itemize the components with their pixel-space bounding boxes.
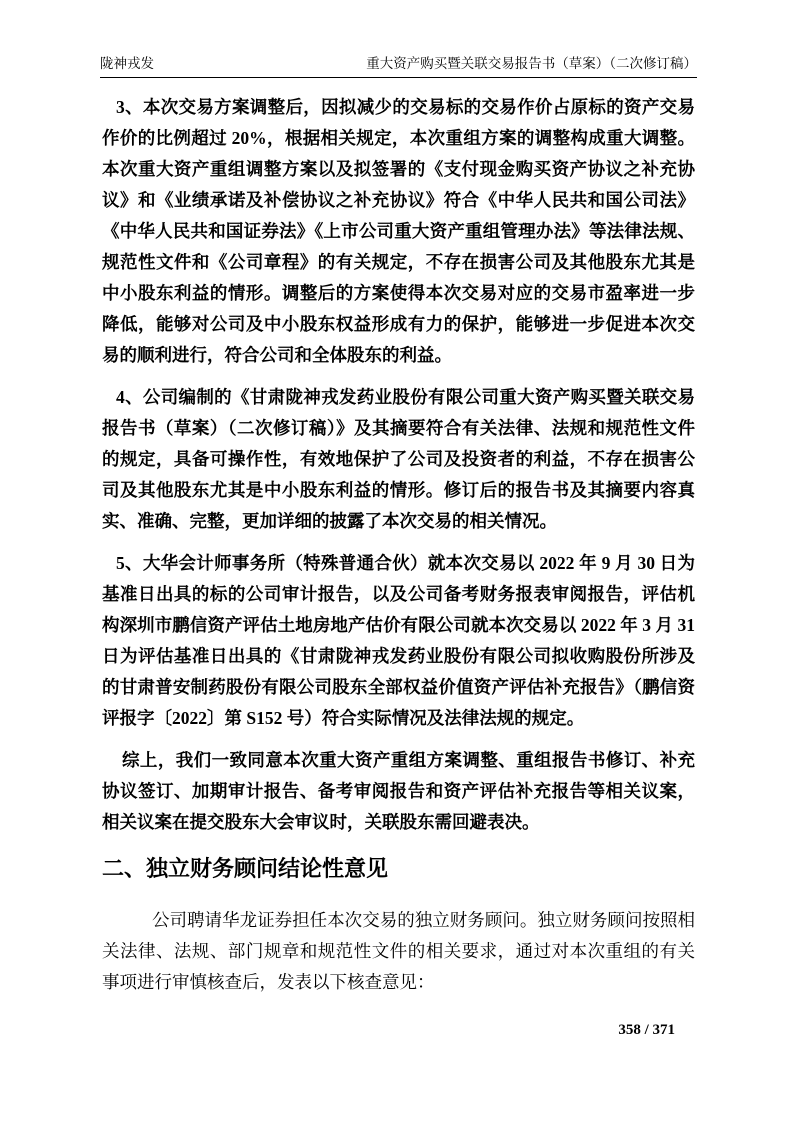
paragraph-item-3: 3、本次交易方案调整后，因拟减少的交易标的交易作价占原标的资产交易作价的比例超过 20%，根据相关规定，本次重组方案的调整构成重大调整。本次重大资产重组调整方案以及拟签署的《支付现金购买资产协议之补充协议》和《业绩承诺及补偿协议之补充协议》符合《中华人民共和国公司法》《中华人民共和国证券法》《上市公司重大资产重组管理办法》等法律法规、规范性文件和《公司章程》的有关规定，不存在损害公司及其他股东尤其是中小股东利益的情形。调整后的方案使得本次交易对应的交易市盈率进一步降低，能够对公司及中小股东权益形成有力的保护，能够进一步促进本次交易的顺利进行，符合公司和全体股东的利益。 [102, 97, 695, 365]
header-company-name: 陇神戎发 [100, 56, 154, 71]
paragraph-advisor-intro: 公司聘请华龙证券担任本次交易的独立财务顾问。独立财务顾问按照相关法律、法规、部门规章和规范性文件的相关要求，通过对本次重组的有关事项进行审慎核查后，发表以下核查意见： [102, 910, 695, 992]
page-header [100, 55, 697, 78]
paragraph-item-5: 5、大华会计师事务所（特殊普通合伙）就本次交易以 2022 年 9 月 30 日为基准日出具的标的公司审计报告，以及公司备考财务报表审阅报告，评估机构深圳市鹏信资产评估土地房地产估价有限公司就本次交易以 2022 年 3 月 31 日为评估基准日出具的《甘肃陇神戎发药业股份有限公司拟收购股份所涉及的甘肃普安制药股份有限公司股东全部权益价值资产评估补充报告》（鹏信资评报字〔2022〕第 S152 号）符合实际情况及法律法规的规定。 [102, 553, 695, 728]
paragraph-summary: 综上，我们一致同意本次重大资产重组方案调整、重组报告书修订、补充协议签订、加期审计报告、备考审阅报告和资产评估补充报告等相关议案，相关议案在提交股东大会审议时，关联股东需回避表决。 [102, 750, 695, 832]
page-body [102, 92, 695, 998]
paragraph-item-4: 4、公司编制的《甘肃陇神戎发药业股份有限公司重大资产购买暨关联交易报告书（草案）（二次修订稿）》及其摘要符合有关法律、法规和规范性文件的规定，具备可操作性，有效地保护了公司及投资者的利益，不存在损害公司及其他股东尤其是中小股东利益的情形。修订后的报告书及其摘要内容真实、准确、完整，更加详细的披露了本次交易的相关情况。 [102, 387, 695, 531]
page-number: 358 / 371 [618, 1022, 675, 1038]
header-document-title: 重大资产购买暨关联交易报告书（草案）（二次修订稿） [366, 56, 697, 71]
section-heading-independent-advisor-opinion: 二、独立财务顾问结论性意见 [102, 856, 389, 881]
